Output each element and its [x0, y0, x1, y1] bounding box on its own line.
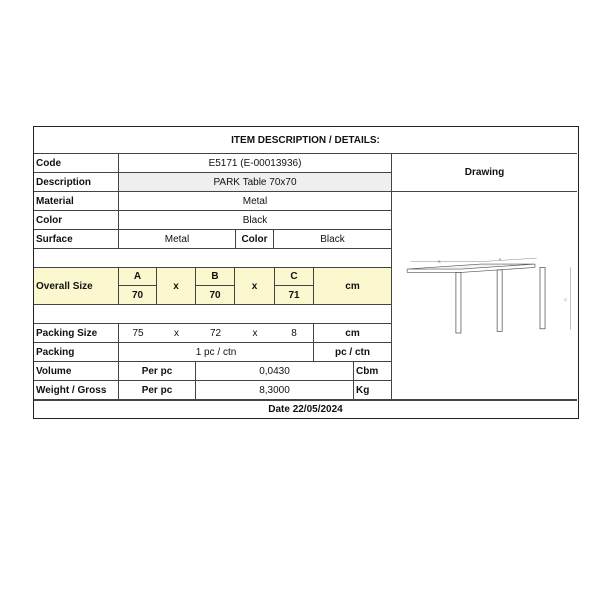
volume-label: Volume: [34, 362, 119, 381]
item-details-sheet: [33, 126, 579, 419]
color-value: Black: [119, 211, 392, 230]
volume-per: Per pc: [119, 362, 196, 381]
drawing-dim-c: C: [564, 298, 567, 303]
dim-c-value: 71: [275, 286, 314, 305]
drawing-area: [392, 192, 577, 400]
table-leg-front-right: [497, 270, 502, 331]
overall-size-label: Overall Size: [34, 268, 119, 305]
weight-label: Weight / Gross: [34, 381, 119, 400]
description-label: Description: [34, 173, 119, 192]
dim-b-value: 70: [196, 286, 235, 305]
table-drawing: [392, 192, 577, 400]
color-label: Color: [34, 211, 119, 230]
description-value: PARK Table 70x70: [119, 173, 392, 192]
table-leg-back-right: [540, 267, 545, 328]
surface-color-label: Color: [236, 230, 274, 249]
dim-b-label: B: [196, 268, 235, 286]
packing-size-label: Packing Size: [34, 324, 119, 343]
drawing-dim-a: A: [498, 257, 502, 262]
surface-label: Surface: [34, 230, 119, 249]
dim-a-label: A: [119, 268, 157, 286]
volume-unit: Cbm: [354, 362, 392, 381]
surface-value: Metal: [119, 230, 236, 249]
packing-size-unit: cm: [314, 324, 392, 343]
surface-color-value: Black: [274, 230, 392, 249]
dim-x-1: x: [157, 268, 196, 305]
table-leg-front-left: [456, 272, 461, 333]
code-value: E5171 (E-00013936): [119, 154, 392, 173]
packing-size-x-2: x: [235, 324, 275, 343]
spacer-row: [34, 249, 392, 268]
dim-line-a: [482, 258, 537, 261]
drawing-dim-b: B: [438, 260, 441, 265]
packing-size-c: 8: [275, 324, 314, 343]
packing-value: 1 pc / ctn: [119, 343, 314, 362]
packing-size-b: 72: [196, 324, 235, 343]
volume-value: 0,0430: [196, 362, 354, 381]
code-label: Code: [34, 154, 119, 173]
material-label: Material: [34, 192, 119, 211]
packing-size-x-1: x: [157, 324, 196, 343]
weight-value: 8,3000: [196, 381, 354, 400]
material-value: Metal: [119, 192, 392, 211]
table-top: [407, 264, 535, 269]
packing-label: Packing: [34, 343, 119, 362]
dim-unit: cm: [314, 268, 392, 305]
sheet-title: ITEM DESCRIPTION / DETAILS:: [34, 127, 577, 154]
date-footer: Date 22/05/2024: [34, 400, 577, 418]
weight-per: Per pc: [119, 381, 196, 400]
dim-c-label: C: [275, 268, 314, 286]
dim-a-value: 70: [119, 286, 157, 305]
dim-x-2: x: [235, 268, 275, 305]
spacer-row-2: [34, 305, 392, 324]
packing-unit: pc / ctn: [314, 343, 392, 362]
packing-size-a: 75: [119, 324, 157, 343]
drawing-label: Drawing: [392, 154, 577, 192]
weight-unit: Kg: [354, 381, 392, 400]
